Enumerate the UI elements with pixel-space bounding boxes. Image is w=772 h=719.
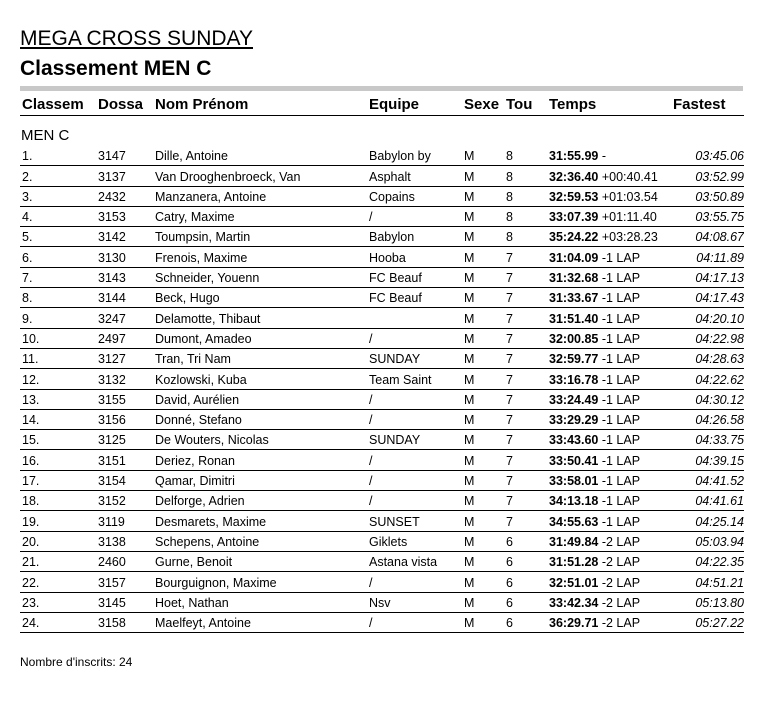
time-cell <box>547 146 671 166</box>
group-row <box>20 116 744 147</box>
name-cell: David, Aurélien <box>153 389 367 409</box>
sex-cell: M <box>462 612 504 632</box>
event-title: MEGA CROSS SUNDAY <box>20 27 253 50</box>
team-cell: / <box>367 491 462 511</box>
table-row <box>20 531 744 551</box>
fastest-cell: 04:39.15 <box>671 450 744 470</box>
laps-cell: 6 <box>504 551 547 571</box>
time-value: 33:42.34 <box>549 595 599 610</box>
time-cell <box>547 470 671 490</box>
bib-cell: 2497 <box>96 328 153 348</box>
sex-cell: M <box>462 247 504 267</box>
sex-cell: M <box>462 369 504 389</box>
sex-cell: M <box>462 592 504 612</box>
time-cell <box>547 491 671 511</box>
col-header-laps: Tou <box>504 93 547 116</box>
time-value: 33:16.78 <box>549 372 599 387</box>
sex-cell: M <box>462 267 504 287</box>
results-table <box>20 93 744 633</box>
team-cell: Giklets <box>367 531 462 551</box>
name-cell: Dille, Antoine <box>153 146 367 166</box>
fastest-cell: 04:22.62 <box>671 369 744 389</box>
time-cell <box>547 206 671 226</box>
rank-cell: 19. <box>20 511 96 531</box>
laps-cell: 8 <box>504 227 547 247</box>
gap-value: - <box>601 149 607 164</box>
time-value: 34:13.18 <box>549 494 599 509</box>
time-cell <box>547 166 671 186</box>
table-row <box>20 328 744 348</box>
laps-cell: 7 <box>504 389 547 409</box>
bib-cell: 3247 <box>96 308 153 328</box>
time-value: 32:59.77 <box>549 352 599 367</box>
rank-cell: 17. <box>20 470 96 490</box>
time-cell <box>547 186 671 206</box>
name-cell: Beck, Hugo <box>153 288 367 308</box>
col-header-sex: Sexe <box>462 93 504 116</box>
rank-cell: 16. <box>20 450 96 470</box>
header-rule <box>20 86 743 91</box>
time-cell <box>547 389 671 409</box>
fastest-cell: 04:20.10 <box>671 308 744 328</box>
name-cell: De Wouters, Nicolas <box>153 430 367 450</box>
rank-cell: 10. <box>20 328 96 348</box>
table-row <box>20 369 744 389</box>
name-cell: Van Drooghenbroeck, Van <box>153 166 367 186</box>
team-cell: / <box>367 206 462 226</box>
rank-cell: 2. <box>20 166 96 186</box>
time-cell <box>547 409 671 429</box>
table-row <box>20 612 744 632</box>
time-cell <box>547 267 671 287</box>
laps-cell: 7 <box>504 369 547 389</box>
fastest-cell: 04:30.12 <box>671 389 744 409</box>
bib-cell: 3151 <box>96 450 153 470</box>
laps-cell: 6 <box>504 612 547 632</box>
sex-cell: M <box>462 470 504 490</box>
team-cell: Nsv <box>367 592 462 612</box>
rank-cell: 22. <box>20 572 96 592</box>
gap-value: -1 LAP <box>601 331 641 346</box>
time-value: 32:36.40 <box>549 169 599 184</box>
laps-cell: 7 <box>504 267 547 287</box>
time-cell <box>547 531 671 551</box>
team-cell: Copains <box>367 186 462 206</box>
fastest-cell: 03:52.99 <box>671 166 744 186</box>
fastest-cell: 05:27.22 <box>671 612 744 632</box>
bib-cell: 3157 <box>96 572 153 592</box>
laps-cell: 7 <box>504 450 547 470</box>
time-value: 33:24.49 <box>549 392 599 407</box>
sex-cell: M <box>462 551 504 571</box>
bib-cell: 3143 <box>96 267 153 287</box>
fastest-cell: 04:17.13 <box>671 267 744 287</box>
sex-cell: M <box>462 186 504 206</box>
team-cell: FC Beauf <box>367 288 462 308</box>
table-row <box>20 430 744 450</box>
team-cell: Team Saint <box>367 369 462 389</box>
rank-cell: 11. <box>20 348 96 368</box>
time-cell <box>547 288 671 308</box>
time-value: 35:24.22 <box>549 230 599 245</box>
table-row <box>20 409 744 429</box>
rank-cell: 21. <box>20 551 96 571</box>
team-cell: FC Beauf <box>367 267 462 287</box>
time-cell <box>547 592 671 612</box>
laps-cell: 8 <box>504 186 547 206</box>
name-cell: Frenois, Maxime <box>153 247 367 267</box>
team-cell <box>367 308 462 328</box>
time-value: 33:29.29 <box>549 413 599 428</box>
rank-cell: 15. <box>20 430 96 450</box>
time-value: 31:32.68 <box>549 271 599 286</box>
rank-cell: 5. <box>20 227 96 247</box>
fastest-cell: 03:45.06 <box>671 146 744 166</box>
sex-cell: M <box>462 531 504 551</box>
bib-cell: 3152 <box>96 491 153 511</box>
laps-cell: 7 <box>504 247 547 267</box>
team-cell: Asphalt <box>367 166 462 186</box>
bib-cell: 2460 <box>96 551 153 571</box>
rank-cell: 8. <box>20 288 96 308</box>
fastest-cell: 04:22.98 <box>671 328 744 348</box>
name-cell: Deriez, Ronan <box>153 450 367 470</box>
laps-cell: 7 <box>504 430 547 450</box>
time-value: 33:58.01 <box>549 474 599 489</box>
fastest-cell: 04:26.58 <box>671 409 744 429</box>
rank-cell: 3. <box>20 186 96 206</box>
team-cell: / <box>367 409 462 429</box>
name-cell: Donné, Stefano <box>153 409 367 429</box>
time-value: 32:59.53 <box>549 189 599 204</box>
name-cell: Tran, Tri Nam <box>153 348 367 368</box>
sex-cell: M <box>462 227 504 247</box>
table-row <box>20 227 744 247</box>
bib-cell: 2432 <box>96 186 153 206</box>
name-cell: Qamar, Dimitri <box>153 470 367 490</box>
name-cell: Desmarets, Maxime <box>153 511 367 531</box>
laps-cell: 7 <box>504 328 547 348</box>
team-cell: SUNDAY <box>367 348 462 368</box>
table-row <box>20 491 744 511</box>
time-value: 34:55.63 <box>549 514 599 529</box>
time-value: 33:43.60 <box>549 433 599 448</box>
time-cell <box>547 328 671 348</box>
fastest-cell: 03:50.89 <box>671 186 744 206</box>
laps-cell: 7 <box>504 511 547 531</box>
rank-cell: 13. <box>20 389 96 409</box>
table-row <box>20 470 744 490</box>
laps-cell: 8 <box>504 206 547 226</box>
team-cell: / <box>367 470 462 490</box>
table-row <box>20 348 744 368</box>
time-value: 31:04.09 <box>549 250 599 265</box>
gap-value: +01:11.40 <box>601 210 657 225</box>
bib-cell: 3119 <box>96 511 153 531</box>
name-cell: Manzanera, Antoine <box>153 186 367 206</box>
fastest-cell: 05:03.94 <box>671 531 744 551</box>
bib-cell: 3138 <box>96 531 153 551</box>
col-header-bib: Dossa <box>96 93 153 116</box>
fastest-cell: 04:33.75 <box>671 430 744 450</box>
bib-cell: 3132 <box>96 369 153 389</box>
bib-cell: 3155 <box>96 389 153 409</box>
gap-value: -2 LAP <box>601 534 641 549</box>
name-cell: Schepens, Antoine <box>153 531 367 551</box>
table-row <box>20 592 744 612</box>
group-label: MEN C <box>21 127 70 144</box>
team-cell: / <box>367 328 462 348</box>
rank-cell: 4. <box>20 206 96 226</box>
sex-cell: M <box>462 450 504 470</box>
fastest-cell: 04:08.67 <box>671 227 744 247</box>
time-value: 31:55.99 <box>549 149 599 164</box>
gap-value: -1 LAP <box>601 494 641 509</box>
time-cell <box>547 450 671 470</box>
time-value: 32:51.01 <box>549 575 599 590</box>
bib-cell: 3156 <box>96 409 153 429</box>
sex-cell: M <box>462 146 504 166</box>
gap-value: -1 LAP <box>601 291 641 306</box>
team-cell: / <box>367 389 462 409</box>
rank-cell: 6. <box>20 247 96 267</box>
laps-cell: 6 <box>504 531 547 551</box>
table-row <box>20 551 744 571</box>
time-value: 31:51.28 <box>549 555 599 570</box>
bib-cell: 3153 <box>96 206 153 226</box>
laps-cell: 7 <box>504 491 547 511</box>
time-value: 33:50.41 <box>549 453 599 468</box>
name-cell: Schneider, Youenn <box>153 267 367 287</box>
laps-cell: 7 <box>504 409 547 429</box>
gap-value: +03:28.23 <box>601 230 658 245</box>
name-cell: Delforge, Adrien <box>153 491 367 511</box>
fastest-cell: 04:41.52 <box>671 470 744 490</box>
sex-cell: M <box>462 491 504 511</box>
gap-value: -2 LAP <box>601 595 641 610</box>
table-row <box>20 166 744 186</box>
bib-cell: 3137 <box>96 166 153 186</box>
time-cell <box>547 430 671 450</box>
col-header-fastest: Fastest <box>671 93 744 116</box>
sex-cell: M <box>462 206 504 226</box>
table-header-row <box>20 93 744 116</box>
table-row <box>20 186 744 206</box>
time-cell <box>547 348 671 368</box>
bib-cell: 3145 <box>96 592 153 612</box>
time-cell <box>547 612 671 632</box>
time-value: 33:07.39 <box>549 210 599 225</box>
registered-count: Nombre d'inscrits: 24 <box>20 655 133 669</box>
team-cell: Hooba <box>367 247 462 267</box>
gap-value: -2 LAP <box>601 555 641 570</box>
bib-cell: 3154 <box>96 470 153 490</box>
table-row <box>20 450 744 470</box>
fastest-cell: 04:22.35 <box>671 551 744 571</box>
table-row <box>20 247 744 267</box>
sex-cell: M <box>462 308 504 328</box>
col-header-team: Equipe <box>367 93 462 116</box>
name-cell: Catry, Maxime <box>153 206 367 226</box>
col-header-rank: Classem <box>20 93 96 116</box>
table-row <box>20 206 744 226</box>
sex-cell: M <box>462 166 504 186</box>
table-row <box>20 308 744 328</box>
col-header-name: Nom Prénom <box>153 93 367 116</box>
sex-cell: M <box>462 328 504 348</box>
time-cell <box>547 369 671 389</box>
team-cell: Babylon by <box>367 146 462 166</box>
gap-value: -1 LAP <box>601 311 641 326</box>
name-cell: Gurne, Benoit <box>153 551 367 571</box>
team-cell: Astana vista <box>367 551 462 571</box>
name-cell: Delamotte, Thibaut <box>153 308 367 328</box>
laps-cell: 7 <box>504 288 547 308</box>
sex-cell: M <box>462 409 504 429</box>
fastest-cell: 04:51.21 <box>671 572 744 592</box>
name-cell: Toumpsin, Martin <box>153 227 367 247</box>
name-cell: Hoet, Nathan <box>153 592 367 612</box>
bib-cell: 3142 <box>96 227 153 247</box>
time-value: 31:33.67 <box>549 291 599 306</box>
sex-cell: M <box>462 572 504 592</box>
sex-cell: M <box>462 389 504 409</box>
gap-value: -1 LAP <box>601 433 641 448</box>
bib-cell: 3125 <box>96 430 153 450</box>
bib-cell: 3127 <box>96 348 153 368</box>
rank-cell: 23. <box>20 592 96 612</box>
gap-value: -1 LAP <box>601 474 641 489</box>
rank-cell: 12. <box>20 369 96 389</box>
laps-cell: 8 <box>504 146 547 166</box>
rank-cell: 18. <box>20 491 96 511</box>
sex-cell: M <box>462 348 504 368</box>
rank-cell: 14. <box>20 409 96 429</box>
rank-cell: 7. <box>20 267 96 287</box>
time-cell <box>547 247 671 267</box>
rank-cell: 9. <box>20 308 96 328</box>
fastest-cell: 04:28.63 <box>671 348 744 368</box>
fastest-cell: 05:13.80 <box>671 592 744 612</box>
gap-value: -2 LAP <box>601 575 641 590</box>
time-cell <box>547 572 671 592</box>
time-value: 32:00.85 <box>549 331 599 346</box>
table-row <box>20 288 744 308</box>
table-row <box>20 389 744 409</box>
team-cell: Babylon <box>367 227 462 247</box>
gap-value: +01:03.54 <box>601 189 658 204</box>
bib-cell: 3158 <box>96 612 153 632</box>
gap-value: -1 LAP <box>601 514 641 529</box>
gap-value: -1 LAP <box>601 413 641 428</box>
team-cell: SUNSET <box>367 511 462 531</box>
time-cell <box>547 308 671 328</box>
gap-value: +00:40.41 <box>601 169 658 184</box>
gap-value: -1 LAP <box>601 352 641 367</box>
class-title: Classement MEN C <box>20 57 212 80</box>
name-cell: Kozlowski, Kuba <box>153 369 367 389</box>
bib-cell: 3147 <box>96 146 153 166</box>
sex-cell: M <box>462 430 504 450</box>
bib-cell: 3130 <box>96 247 153 267</box>
fastest-cell: 04:11.89 <box>671 247 744 267</box>
gap-value: -1 LAP <box>601 271 641 286</box>
laps-cell: 6 <box>504 592 547 612</box>
fastest-cell: 04:25.14 <box>671 511 744 531</box>
laps-cell: 6 <box>504 572 547 592</box>
gap-value: -1 LAP <box>601 453 641 468</box>
fastest-cell: 04:17.43 <box>671 288 744 308</box>
time-value: 36:29.71 <box>549 616 599 631</box>
time-cell <box>547 511 671 531</box>
table-row <box>20 146 744 166</box>
rank-cell: 1. <box>20 146 96 166</box>
table-row <box>20 511 744 531</box>
team-cell: SUNDAY <box>367 430 462 450</box>
gap-value: -2 LAP <box>601 616 641 631</box>
sex-cell: M <box>462 288 504 308</box>
laps-cell: 7 <box>504 348 547 368</box>
time-value: 31:49.84 <box>549 534 599 549</box>
laps-cell: 8 <box>504 166 547 186</box>
name-cell: Maelfeyt, Antoine <box>153 612 367 632</box>
gap-value: -1 LAP <box>601 250 641 265</box>
table-row <box>20 267 744 287</box>
bib-cell: 3144 <box>96 288 153 308</box>
fastest-cell: 03:55.75 <box>671 206 744 226</box>
gap-value: -1 LAP <box>601 392 641 407</box>
col-header-time: Temps <box>547 93 671 116</box>
time-cell <box>547 551 671 571</box>
time-value: 31:51.40 <box>549 311 599 326</box>
name-cell: Dumont, Amadeo <box>153 328 367 348</box>
time-cell <box>547 227 671 247</box>
laps-cell: 7 <box>504 470 547 490</box>
team-cell: / <box>367 612 462 632</box>
name-cell: Bourguignon, Maxime <box>153 572 367 592</box>
fastest-cell: 04:41.61 <box>671 491 744 511</box>
team-cell: / <box>367 450 462 470</box>
gap-value: -1 LAP <box>601 372 641 387</box>
rank-cell: 20. <box>20 531 96 551</box>
laps-cell: 7 <box>504 308 547 328</box>
table-row <box>20 572 744 592</box>
sex-cell: M <box>462 511 504 531</box>
team-cell: / <box>367 572 462 592</box>
rank-cell: 24. <box>20 612 96 632</box>
